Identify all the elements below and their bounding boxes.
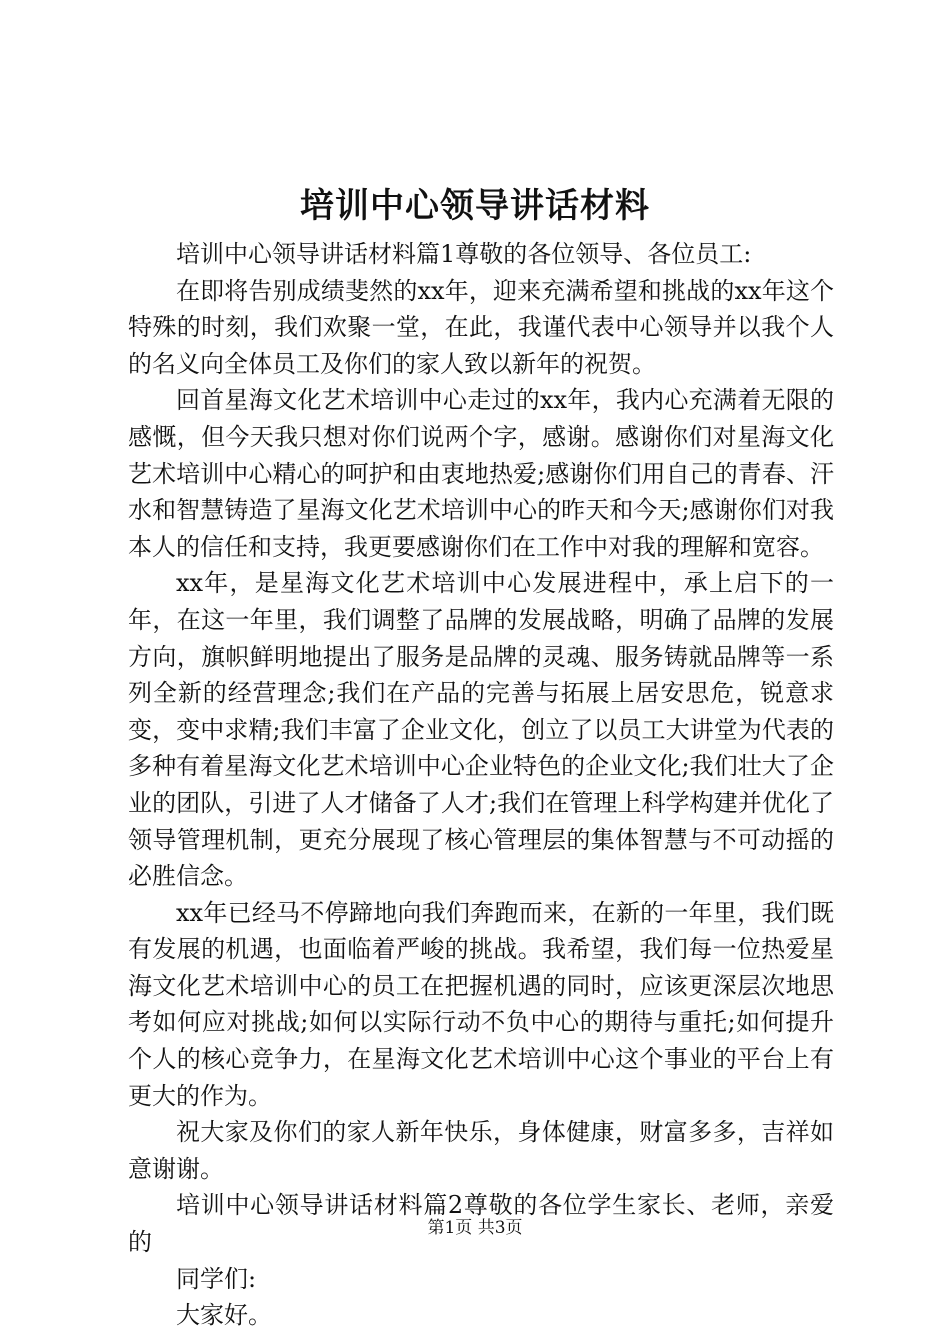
document-body (128, 236, 834, 1334)
paragraph-8: 同学们: (176, 1264, 257, 1293)
paragraph-6: 祝大家及你们的家人新年快乐，身体健康，财富多多，吉祥如意谢谢。 (128, 1118, 834, 1183)
paragraph-7: 培训中心领导讲话材料篇2尊敬的各位学生家长、老师，亲爱的 (128, 1191, 834, 1257)
document-title: 培训中心领导讲话材料 (300, 186, 650, 226)
paragraph-3: 回首星海文化艺术培训中心走过的xx年，我内心充满着无限的感慨，但今天我只想对你们说两个字，感谢。感谢你们对星海文化艺术培训中心精心的呵护和由衷地热爱;感谢你们用自己的青春、汗水和智慧铸造了星海文化艺术培训中心的昨天和今天;感谢你们对我本人的信任和支持，我更要感谢你们在工作中对我的理解和宽容。 (128, 386, 834, 561)
paragraph-1: 培训中心领导讲话材料篇1尊敬的各位领导、各位员工: (176, 240, 752, 268)
paragraph-2: 在即将告别成绩斐然的xx年，迎来充满希望和挑战的xx年这个特殊的时刻，我们欢聚一堂，在此，我谨代表中心领导并以我个人的名义向全体员工及你们的家人致以新年的祝贺。 (128, 276, 834, 378)
paragraph-5: xx年已经马不停蹄地向我们奔跑而来，在新的一年里，我们既有发展的机遇，也面临着严峻的挑战。我希望，我们每一位热爱星海文化艺术培训中心的员工在把握机遇的同时，应该更深层次地思考如何应对挑战;如何以实际行动不负中心的期待与重托;如何提升个人的核心竞争力，在星海文化艺术培训中心这个事业的平台上有更大的作为。 (128, 898, 834, 1110)
paragraph-9: 大家好。 (176, 1301, 272, 1330)
page-footer: 第1页 共3页 (427, 1218, 523, 1238)
paragraph-4: xx年，是星海文化艺术培训中心发展进程中，承上启下的一年，在这一年里，我们调整了品牌的发展战略，明确了品牌的发展方向，旗帜鲜明地提出了服务是品牌的灵魂、服务铸就品牌等一系列全新的经营理念;我们在产品的完善与拓展上居安思危，锐意求变，变中求精;我们丰富了企业文化，创立了以员工大讲堂为代表的多种有着星海文化艺术培训中心企业特色的企业文化;我们壮大了企业的团队，引进了人才储备了人才;我们在管理上科学构建并优化了领导管理机制，更充分展现了核心管理层的集体智慧与不可动摇的必胜信念。 (128, 569, 834, 891)
